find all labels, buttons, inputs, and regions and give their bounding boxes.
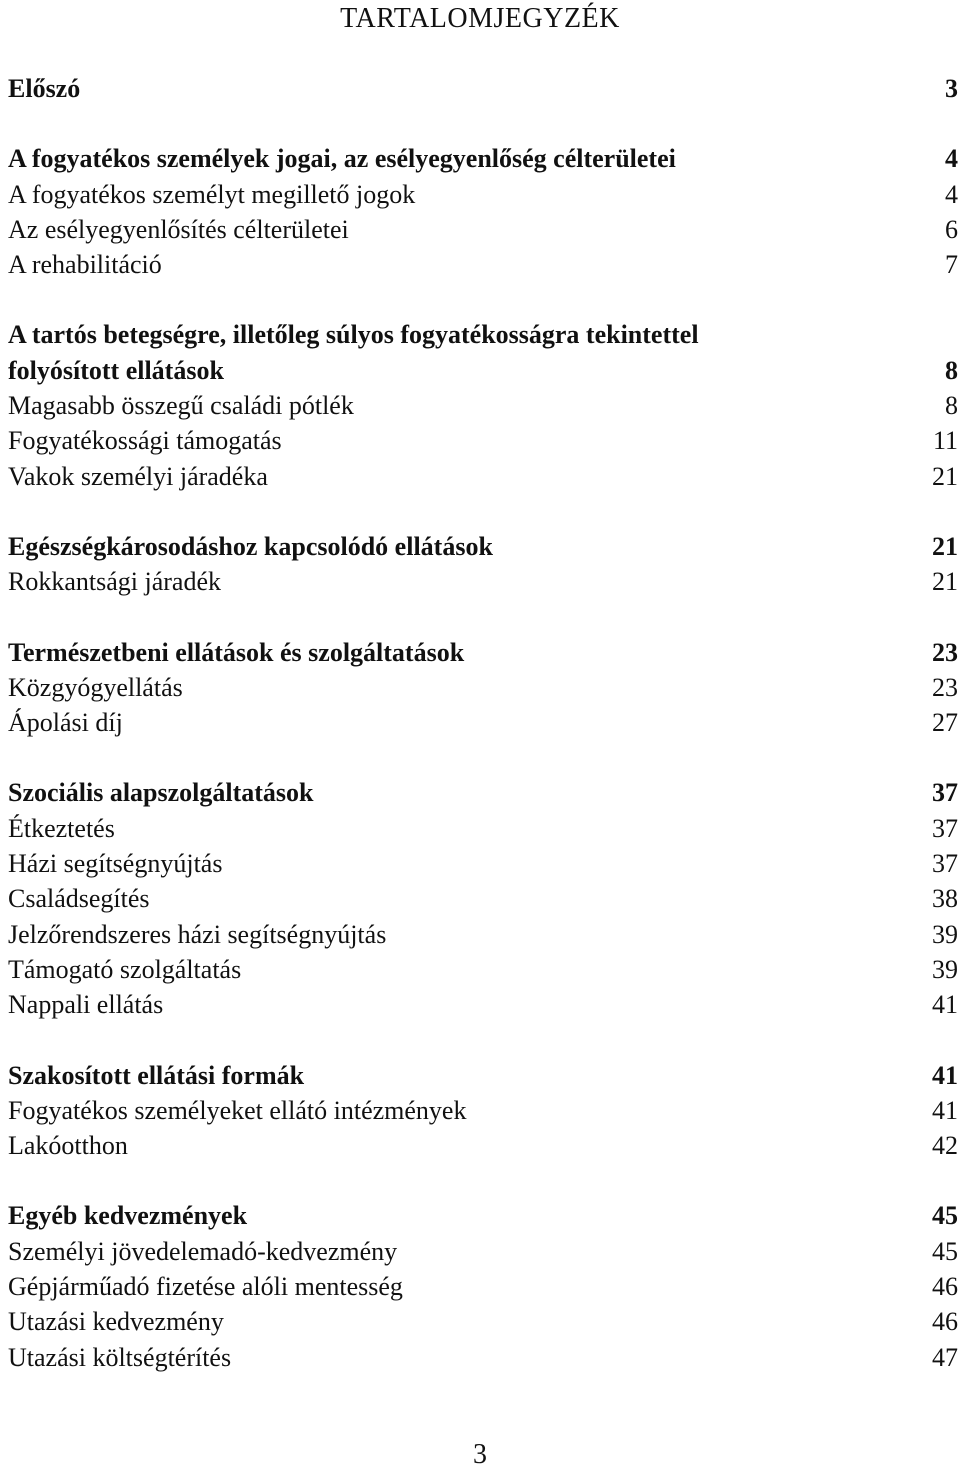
toc-entry-label: Nappali ellátás: [8, 990, 164, 1020]
toc-page-number: 7: [945, 250, 958, 280]
toc-section: [8, 141, 958, 282]
toc-entry-label: Fogyatékos személyeket ellátó intézmények: [8, 1095, 467, 1125]
toc-page-number: 11: [932, 426, 958, 456]
toc-entry-row: [8, 212, 958, 247]
toc-entry-row: [8, 670, 958, 705]
toc-page-number: 46: [932, 1307, 958, 1337]
toc-entry-label: Vakok személyi járadéka: [8, 461, 268, 491]
toc-entry-row: [8, 881, 958, 916]
toc-entry-label: Házi segítségnyújtás: [8, 849, 223, 879]
toc-page-number: 47: [932, 1342, 958, 1372]
toc-entry-label: Utazási költségtérítés: [8, 1342, 232, 1372]
toc-section: [8, 1058, 958, 1164]
toc-entry-row: [8, 846, 958, 881]
toc-heading-label: A fogyatékos személyek jogai, az esélyegyenlőség célterületei: [8, 144, 676, 174]
toc-page-number: 41: [932, 990, 958, 1020]
toc-page-number: 6: [945, 214, 958, 244]
toc-heading-row: [8, 353, 958, 388]
toc-entry-row: [8, 987, 958, 1022]
toc-entry-label: Gépjárműadó fizetése alóli mentesség: [8, 1272, 403, 1302]
toc-page-number: 45: [932, 1201, 958, 1231]
toc-entry-label: A fogyatékos személyt megillető jogok: [8, 179, 416, 209]
page-title: TARTALOMJEGYZÉK: [340, 3, 620, 34]
toc-entry-label: A rehabilitáció: [8, 250, 162, 280]
toc-section: [8, 71, 958, 106]
toc-page-number: 41: [932, 1095, 958, 1125]
toc-entry-row: [8, 423, 958, 458]
toc-heading-row: [8, 317, 958, 352]
toc-page-number: 46: [932, 1272, 958, 1302]
toc-entry-label: Jelzőrendszeres házi segítségnyújtás: [8, 919, 387, 949]
toc-heading-label: Egyéb kedvezmények: [8, 1201, 248, 1231]
toc-entry-row: [8, 388, 958, 423]
toc-entry-row: [8, 1304, 958, 1339]
toc-entry-row: [8, 811, 958, 846]
toc-heading-row: [8, 635, 958, 670]
toc-heading-row: [8, 1058, 958, 1093]
toc-page-number: 37: [932, 778, 958, 808]
toc-section: [8, 529, 958, 600]
toc-page-number: 23: [932, 637, 958, 667]
toc-entry-label: Családsegítés: [8, 884, 150, 914]
toc-section: [8, 317, 958, 493]
toc-entry-label: Fogyatékossági támogatás: [8, 426, 282, 456]
toc-page-number: 39: [932, 919, 958, 949]
toc-entry-row: [8, 705, 958, 740]
table-of-contents: [8, 71, 958, 1410]
toc-section: [8, 775, 958, 1022]
toc-page-number: 39: [932, 954, 958, 984]
toc-page-number: 21: [932, 567, 958, 597]
toc-entry-row: [8, 1234, 958, 1269]
toc-heading-row: [8, 71, 958, 106]
toc-entry-row: [8, 1128, 958, 1163]
toc-entry-label: Étkeztetés: [8, 813, 115, 843]
toc-page-number: 27: [932, 708, 958, 738]
toc-page-number: 3: [945, 74, 958, 103]
toc-page-number: 21: [932, 461, 958, 491]
toc-heading-row: [8, 775, 958, 810]
toc-page-number: 21: [932, 531, 958, 561]
toc-page-number: 37: [932, 813, 958, 843]
toc-section: [8, 1198, 958, 1374]
toc-entry-row: [8, 1093, 958, 1128]
toc-entry-label: Támogató szolgáltatás: [8, 954, 242, 984]
toc-page-number: 4: [945, 179, 958, 209]
toc-heading-label: Előszó: [8, 74, 81, 103]
toc-page-number: 4: [945, 144, 958, 174]
toc-entry-label: Lakóotthon: [8, 1131, 128, 1161]
toc-heading-label: Egészségkárosodáshoz kapcsolódó ellátások: [8, 531, 493, 561]
toc-page-number: 37: [932, 849, 958, 879]
toc-entry-row: [8, 247, 958, 282]
toc-heading-label: Szakosított ellátási formák: [8, 1060, 305, 1090]
page-number: 3: [473, 1439, 487, 1470]
toc-entry-label: Rokkantsági járadék: [8, 567, 221, 597]
toc-entry-label: Ápolási díj: [8, 708, 123, 738]
toc-heading-row: [8, 529, 958, 564]
toc-page-number: 38: [932, 884, 958, 914]
toc-page-number: 8: [945, 355, 958, 385]
toc-page-number: 45: [932, 1236, 958, 1266]
toc-entry-label: Utazási kedvezmény: [8, 1307, 224, 1337]
toc-page-number: 23: [932, 672, 958, 702]
toc-page-number: 8: [945, 391, 958, 421]
toc-entry-row: [8, 177, 958, 212]
toc-section: [8, 635, 958, 741]
toc-entry-row: [8, 952, 958, 987]
toc-heading-row: [8, 141, 958, 176]
toc-entry-row: [8, 459, 958, 494]
toc-heading-label: Szociális alapszolgáltatások: [8, 778, 314, 808]
toc-heading-label: Természetbeni ellátások és szolgáltatások: [8, 637, 465, 667]
toc-heading-row: [8, 1198, 958, 1233]
toc-entry-row: [8, 1269, 958, 1304]
toc-page-number: 42: [932, 1131, 958, 1161]
toc-entry-row: [8, 917, 958, 952]
toc-entry-label: Személyi jövedelemadó-kedvezmény: [8, 1236, 398, 1266]
toc-heading-label: folyósított ellátások: [8, 355, 224, 385]
toc-entry-label: Közgyógyellátás: [8, 672, 183, 702]
toc-entry-row: [8, 1340, 958, 1375]
toc-entry-label: Magasabb összegű családi pótlék: [8, 391, 354, 421]
toc-heading-label: A tartós betegségre, illetőleg súlyos fogyatékosságra tekintettel: [8, 320, 699, 350]
toc-entry-label: Az esélyegyenlősítés célterületei: [8, 214, 349, 244]
toc-entry-row: [8, 564, 958, 599]
toc-page-number: 41: [932, 1060, 958, 1090]
